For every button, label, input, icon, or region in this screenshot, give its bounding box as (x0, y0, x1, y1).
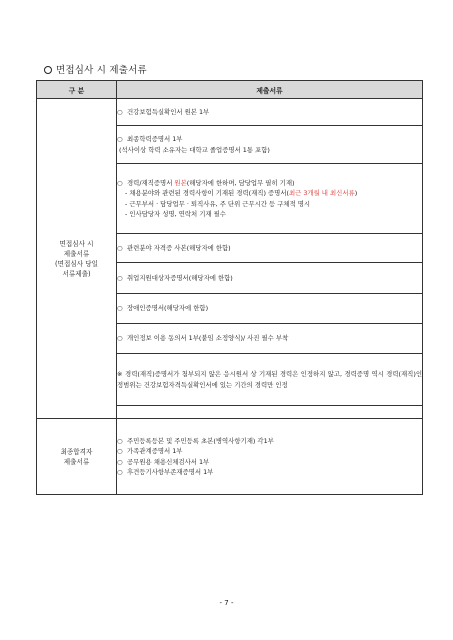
category-interview: 면접심사 시 제출서류 (면접심사 당일 서류제출) (37, 99, 117, 419)
table-row (37, 419, 423, 495)
item-final-documents (117, 419, 423, 495)
table-row (37, 99, 423, 126)
item-employment-support: ○ 취업지원대상자증명서(해당자에 한함) (117, 263, 423, 294)
career-detail-1: - 채용분야와 관련된 경력사항이 기재된 경력(재직) 증명서(최근 3개월 내 최신서류) (125, 189, 358, 197)
table-header-row (37, 81, 423, 99)
category-final: 최종합격자 제출서류 (37, 419, 117, 495)
item-privacy: ○ 개인정보 이용 동의서 1부(붙임 소정양식)/ 사진 필수 부착 (117, 324, 423, 354)
circle-bullet-icon (44, 66, 52, 74)
list-item: ○ 가족관계증명서 1부 (117, 447, 183, 455)
item-career: ○ 경력/재직증명서 원본(해당자에 한하며, 담당업무 필히 기재) - 채용분야와 관련된 경력사항이 기재된 경력(재직) 증명서(최근 3개월 내 최신서류) - 근무부서 · 담당업무 · 퇴직사유, 주 단위 근무시간 등 구체적 명시 - 인사담당자 성명, 연락처 기재 필수 (117, 164, 423, 234)
header-documents: 제출서류 (117, 81, 423, 99)
section-title-text: 면접심사 시 제출서류 (56, 65, 147, 76)
list-item: ○ 주민등록등본 및 주민등록 초본(병역사항기재) 각1부 (117, 436, 274, 445)
item-disability: ○ 장애인증명서(해당자에 한함) (117, 294, 423, 324)
documents-table (36, 80, 423, 495)
header-category: 구 분 (37, 81, 117, 99)
item-note: ※ 경력(재직)증명서가 첨부되지 않은 응시원서 상 기재된 경력은 인정하지 않고, 경력증명 역시 경력(재직)인정범위는 건강보험자격득실확인서에 있는 기간의 경력만 인정 (117, 354, 423, 406)
career-detail-3: - 인사담당자 성명, 연락처 기재 필수 (125, 210, 226, 218)
item-health-insurance: ○ 건강보험득실확인서 원본 1부 (117, 99, 423, 126)
section-title (44, 62, 147, 76)
list-item: ○ 후견등기사항부존재증명서 1부 (117, 468, 214, 476)
item-education: ○ 최종학력증명서 1부 (석사이상 학력 소유자는 대학교 졸업증명서 1통 포함) (117, 126, 423, 164)
item-license: ○ 관련분야 자격증 사본(해당자에 한함) (117, 234, 423, 263)
list-item: ○ 공무원용 채용신체검사서 1부 (117, 457, 210, 466)
career-detail-2: - 근무부서 · 담당업무 · 퇴직사유, 주 단위 근무시간 등 구체적 명시 (125, 199, 311, 208)
page-number: - 7 - (219, 599, 234, 607)
